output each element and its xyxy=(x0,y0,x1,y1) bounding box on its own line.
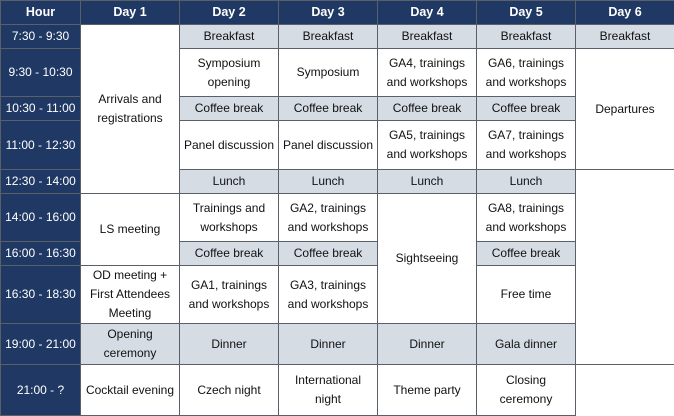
header-row xyxy=(1,1,674,25)
hour-cell: 9:30 - 10:30 xyxy=(1,49,81,97)
hour-cell: 14:00 - 16:00 xyxy=(1,194,81,242)
day2-ga1: GA1, trainings and workshops xyxy=(180,266,279,324)
day3-coffee-break: Coffee break xyxy=(279,97,378,121)
day5-ga6: GA6, trainings and workshops xyxy=(477,49,576,97)
header-day-6: Day 6 xyxy=(576,1,674,25)
day2-breakfast: Breakfast xyxy=(180,25,279,49)
day3-lunch: Lunch xyxy=(279,170,378,194)
day4-lunch: Lunch xyxy=(378,170,477,194)
day4-breakfast: Breakfast xyxy=(378,25,477,49)
day4-ga4: GA4, trainings and workshops xyxy=(378,49,477,97)
day3-international-night: International night xyxy=(279,365,378,416)
day4-sightseeing: Sightseeing xyxy=(378,194,477,324)
day5-ga8: GA8, trainings and workshops xyxy=(477,194,576,242)
day4-ga5: GA5, trainings and workshops xyxy=(378,121,477,170)
day6-departures: Departures xyxy=(576,49,674,170)
hour-cell: 19:00 - 21:00 xyxy=(1,324,81,365)
day3-ga2: GA2, trainings and workshops xyxy=(279,194,378,242)
header-day-5: Day 5 xyxy=(477,1,576,25)
header-hour: Hour xyxy=(1,1,81,25)
schedule-row xyxy=(1,365,674,416)
header-day-3: Day 3 xyxy=(279,1,378,25)
day3-coffee-break-2: Coffee break xyxy=(279,242,378,266)
day2-czech-night: Czech night xyxy=(180,365,279,416)
day5-free-time: Free time xyxy=(477,266,576,324)
hour-cell: 21:00 - ? xyxy=(1,365,81,416)
hour-cell: 7:30 - 9:30 xyxy=(1,25,81,49)
day5-lunch: Lunch xyxy=(477,170,576,194)
day3-breakfast: Breakfast xyxy=(279,25,378,49)
day3-ga3: GA3, trainings and workshops xyxy=(279,266,378,324)
day1-arrivals: Arrivals and registrations xyxy=(81,25,180,194)
header-day-4: Day 4 xyxy=(378,1,477,25)
day5-coffee-break-2: Coffee break xyxy=(477,242,576,266)
day3-dinner: Dinner xyxy=(279,324,378,365)
header-day-1: Day 1 xyxy=(81,1,180,25)
day2-lunch: Lunch xyxy=(180,170,279,194)
day4-dinner: Dinner xyxy=(378,324,477,365)
day2-coffee-break-2: Coffee break xyxy=(180,242,279,266)
day4-coffee-break: Coffee break xyxy=(378,97,477,121)
hour-cell: 12:30 - 14:00 xyxy=(1,170,81,194)
day5-gala-dinner: Gala dinner xyxy=(477,324,576,365)
day4-theme-party: Theme party xyxy=(378,365,477,416)
hour-cell: 10:30 - 11:00 xyxy=(1,97,81,121)
day2-coffee-break: Coffee break xyxy=(180,97,279,121)
day2-panel-discussion: Panel discussion xyxy=(180,121,279,170)
hour-cell: 16:30 - 18:30 xyxy=(1,266,81,324)
day2-dinner: Dinner xyxy=(180,324,279,365)
day5-coffee-break: Coffee break xyxy=(477,97,576,121)
day1-cocktail-evening: Cocktail evening xyxy=(81,365,180,416)
schedule-row xyxy=(1,324,674,365)
hour-cell: 11:00 - 12:30 xyxy=(1,121,81,170)
day5-ga7: GA7, trainings and workshops xyxy=(477,121,576,170)
day2-symposium-opening: Symposium opening xyxy=(180,49,279,97)
day5-closing-ceremony: Closing ceremony xyxy=(477,365,576,416)
schedule-row xyxy=(1,266,674,324)
hour-cell: 16:00 - 16:30 xyxy=(1,242,81,266)
schedule-row xyxy=(1,194,674,242)
day3-panel-discussion: Panel discussion xyxy=(279,121,378,170)
day6-empty xyxy=(576,170,674,365)
day3-symposium: Symposium xyxy=(279,49,378,97)
day6-breakfast: Breakfast xyxy=(576,25,674,49)
header-day-2: Day 2 xyxy=(180,1,279,25)
day5-breakfast: Breakfast xyxy=(477,25,576,49)
day1-od-meeting: OD meeting + First Attendees Meeting xyxy=(81,266,180,324)
day1-opening-ceremony: Opening ceremony xyxy=(81,324,180,365)
day2-trainings: Trainings and workshops xyxy=(180,194,279,242)
schedule-row xyxy=(1,25,674,49)
day1-ls-meeting: LS meeting xyxy=(81,194,180,266)
